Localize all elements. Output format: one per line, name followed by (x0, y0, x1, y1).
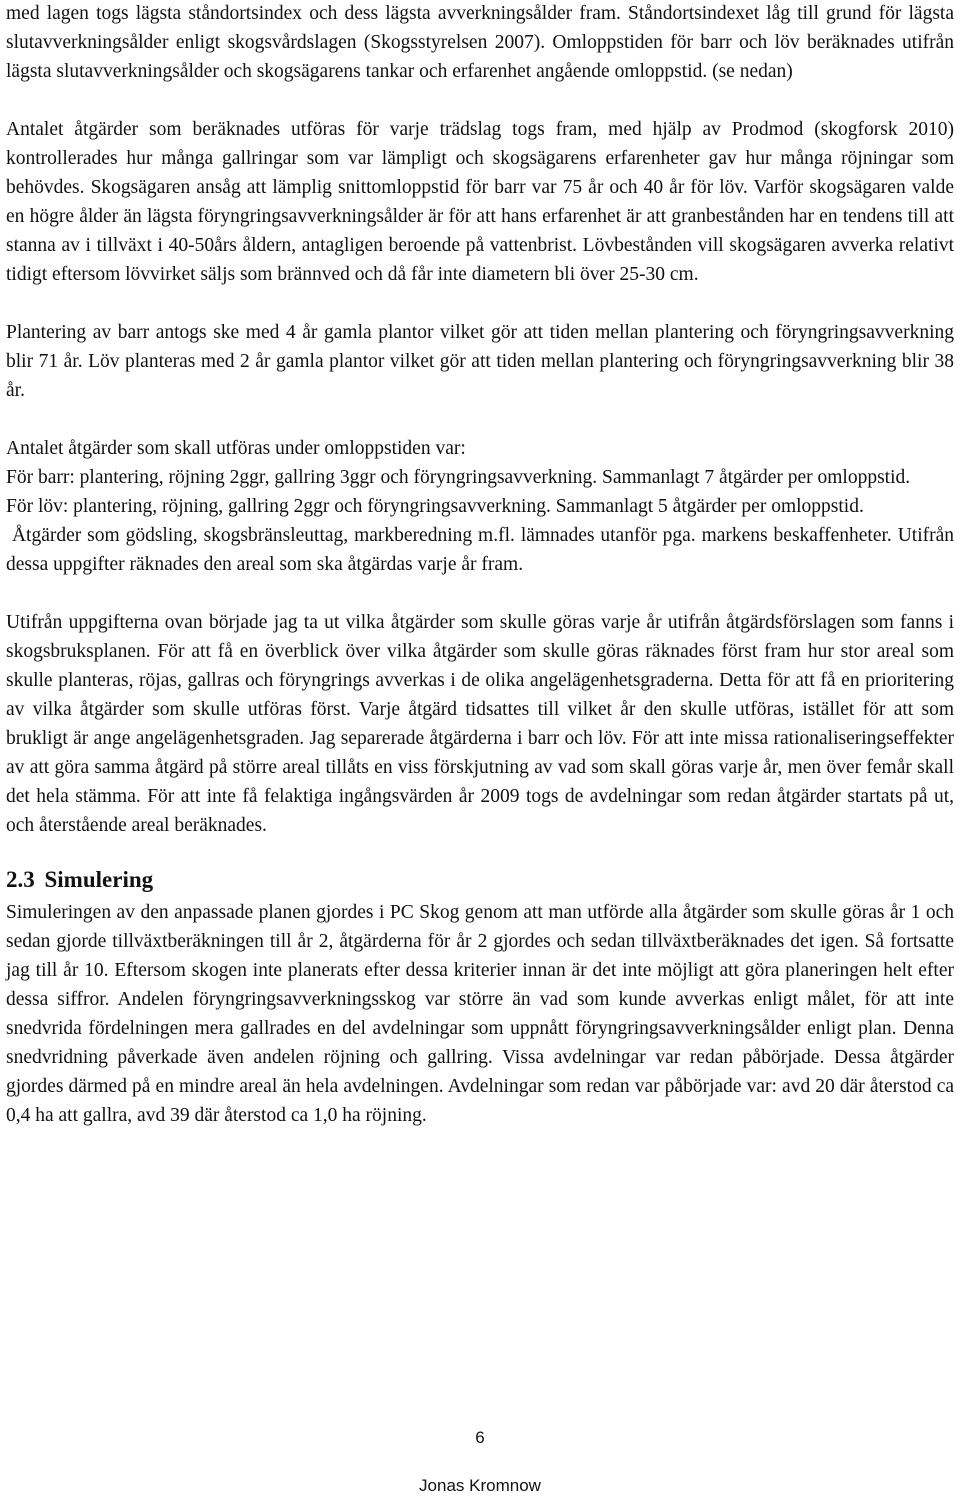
paragraph-measures-list (6, 434, 959, 579)
measures-lov: För löv: plantering, röjning, gallring 2ggr och föryngringsavverkning. Sammanlagt 5 åtgärder per omloppstid. (6, 496, 864, 517)
section-title: Simulering (44, 867, 154, 892)
measures-excluded: Åtgärder som gödsling, skogsbränsleuttag, markberedning m.fl. lämnades utanför pga. markens beskaffenheter. Utifrån dessa uppgifter räknades den areal som ska åtgärdas varje år fram. (6, 525, 959, 575)
section-number: 2.3 (6, 867, 35, 892)
section-heading (6, 865, 954, 895)
footer-author: Jonas Kromnow (419, 1476, 541, 1495)
measures-intro: Antalet åtgärder som skall utföras under omloppstiden var: (6, 438, 466, 459)
measures-barr: För barr: plantering, röjning 2ggr, gallring 3ggr och föryngringsavverkning. Sammanlagt 7 åtgärder per omloppstid. (6, 467, 911, 488)
document-page (6, 0, 959, 1130)
paragraph-site-index: med lagen togs lägsta ståndortsindex och dess lägsta avverkningsålder fram. Ståndortsindexet låg till grund för lägsta slutavverkningsålder enligt skogsvårdslagen (Skogsstyrelsen 2007). Omloppstiden för barr och löv beräknades utifrån lägsta slutavverkningsålder och skogsägarens tankar och erfarenhet angående omloppstid. (se nedan) (6, 3, 954, 82)
paragraph-yearly-measures: Utifrån uppgifterna ovan började jag ta ut vilka åtgärder som skulle göras varje år utifrån åtgärdsförslagen som fanns i skogsbruksplanen. För att få en överblick över vilka åtgärder som skulle göras räknades först fram hur stor areal som skulle planteras, röjas, gallras och föryngrings avverkas i de olika angelägenhetsgraderna. Detta för att få en prioritering av vilka åtgärder som skulle utföras först. Varje åtgärd tidsattes till vilket år den skulle utföras, istället för att som brukligt är ange angelägenhetsgraden. Jag separerade åtgärderna i barr och löv. För att inte missa rationaliseringseffekter av att göra samma åtgärd på större areal tillåts en viss förskjutning av vad som skall göras varje år, men över femår skall det hela stämma. För att inte få felaktiga ingångsvärden år 2009 togs de avdelningar som redan åtgärder startats på ut, och återstående areal beräknades. (6, 612, 954, 836)
paragraph-measures-count: Antalet åtgärder som beräknades utföras för varje trädslag togs fram, med hjälp av Prodmod (skogforsk 2010) kontrollerades hur många gallringar som var lämpligt och skogsägarens erfarenheter gav hur många röjningar som behövdes. Skogsägaren ansåg att lämplig snittomloppstid för barr var 75 år och 40 år för löv. Varför skogsägaren valde en högre ålder än lägsta föryngringsavverkningsålder är för att hans erfarenhet är att granbestånden har en tendens till att stanna av i tillväxt i 40-50års åldern, antagligen beroende på vattenbrist. Lövbestånden vill skogsägaren avverka relativt tidigt eftersom lövvirket säljs som brännved och då får inte diametern bli över 25-30 cm. (6, 119, 954, 285)
paragraph-planting: Plantering av barr antogs ske med 4 år gamla plantor vilket gör att tiden mellan plantering och föryngringsavverkning blir 71 år. Löv planteras med 2 år gamla plantor vilket gör att tiden mellan plantering och föryngringsavverkning blir 38 år. (6, 322, 954, 401)
page-number: 6 (475, 1428, 485, 1447)
paragraph-simulation: Simuleringen av den anpassade planen gjordes i PC Skog genom att man utförde alla åtgärder som skulle göras år 1 och sedan gjorde tillväxtberäkningen till år 2, åtgärderna för år 2 gjordes och sedan tillväxtberäknades det igen. Så fortsatte jag till år 10. Eftersom skogen inte planerats efter dessa kriterier innan är det inte möjligt att göra planeringen helt efter dessa siffror. Andelen föryngringsavverkningsskog var större än vad som kunde avverkas enligt målet, för att inte snedvrida fördelningen mera gallrades en del avdelningar som uppnått föryngringsavverkningsålder enligt plan. Denna snedvridning påverkade även andelen röjning och gallring. Vissa avdelningar var redan påbörjade. Dessa åtgärder gjordes därmed på en mindre areal än hela avdelningen. Avdelningar som redan var påbörjade var: avd 20 där återstod ca 0,4 ha att gallra, avd 39 där återstod ca 1,0 ha röjning. (6, 902, 954, 1126)
